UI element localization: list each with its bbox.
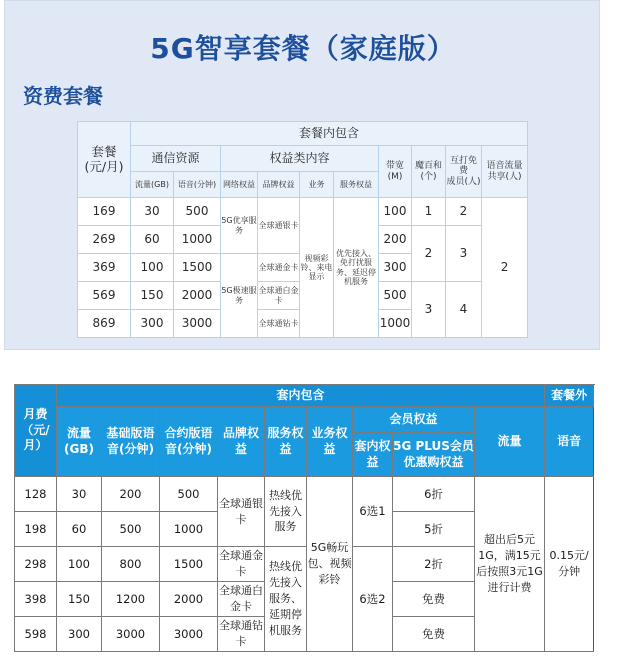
service-cell: 优先接入、免打扰服务、延迟停机服务 <box>334 198 379 338</box>
business-rights-cell: 5G畅玩包、视频彩铃 <box>307 477 353 652</box>
flow-cell: 100 <box>131 254 174 282</box>
brand-rights-3: 全球通白金卡 <box>218 582 265 617</box>
sub-out-voice-header: 语音 <box>545 407 594 477</box>
price-cell: 269 <box>78 226 131 254</box>
price-cell: 369 <box>78 254 131 282</box>
sub-service-header: 服务权益 <box>334 172 379 198</box>
share-cell: 2 <box>482 198 528 338</box>
fee-cell: 128 <box>15 477 57 512</box>
mobaihe-cell: 2 <box>412 226 446 282</box>
member-plus-cell: 免费 <box>393 617 475 652</box>
sub-business-header: 业务权益 <box>307 407 353 477</box>
voice-cell: 3000 <box>174 310 221 338</box>
members-cell: 3 <box>446 226 482 282</box>
col-mobaihe-header: 魔百和 (个) <box>412 146 446 198</box>
col-package-header: 套餐 (元/月) <box>78 122 131 198</box>
member-plus-cell: 免费 <box>393 582 475 617</box>
brand-rights-2: 全球通金卡 <box>258 254 300 282</box>
out-voice-cell: 0.15元/分钟 <box>545 477 594 652</box>
network-rights-b: 5G极速服务 <box>221 254 258 338</box>
col-fee-header: 月费（元/月） <box>15 385 57 477</box>
member-in-2: 6选2 <box>353 547 393 652</box>
flow-cell: 100 <box>57 547 102 582</box>
members-cell: 2 <box>446 198 482 226</box>
bandwidth-cell: 300 <box>379 254 412 282</box>
bandwidth-cell: 1000 <box>379 310 412 338</box>
price-cell: 169 <box>78 198 131 226</box>
brand-rights-1: 全球通银卡 <box>258 198 300 254</box>
member-plus-cell: 5折 <box>393 512 475 547</box>
network-rights-a: 5G优享服务 <box>221 198 258 254</box>
section-title: 资费套餐 <box>23 84 103 108</box>
basic-voice-cell: 1200 <box>102 582 160 617</box>
brand-rights-3: 全球通白金卡 <box>258 282 300 310</box>
out-flow-cell: 超出后5元1G，满15元后按照3元1G进行计费 <box>475 477 545 652</box>
tariff-table-bottom <box>14 384 594 652</box>
mobaihe-cell: 3 <box>412 282 446 338</box>
flow-cell: 30 <box>57 477 102 512</box>
brand-rights-4: 全球通钻卡 <box>258 310 300 338</box>
price-cell: 569 <box>78 282 131 310</box>
voice-cell: 1000 <box>174 226 221 254</box>
basic-voice-cell: 800 <box>102 547 160 582</box>
bandwidth-cell: 100 <box>379 198 412 226</box>
sub-flow-header: 流量(GB) <box>131 172 174 198</box>
sub-flow-header: 流量(GB) <box>57 407 102 477</box>
fee-cell: 398 <box>15 582 57 617</box>
flow-cell: 30 <box>131 198 174 226</box>
sub-business-header: 业务 <box>300 172 334 198</box>
sub-brand-header: 品牌权益 <box>258 172 300 198</box>
flow-cell: 60 <box>57 512 102 547</box>
business-cell: 视频彩铃、来电显示 <box>300 198 334 338</box>
col-share-header: 语音流量 共享(人) <box>482 146 528 198</box>
group-included-header: 套内包含 <box>57 385 545 407</box>
contract-voice-cell: 1500 <box>160 547 218 582</box>
bandwidth-cell: 500 <box>379 282 412 310</box>
sub-basic-voice-header: 基础版语音(分钟) <box>102 407 160 477</box>
fee-cell: 298 <box>15 547 57 582</box>
sub-brand-header: 品牌权益 <box>218 407 265 477</box>
mobaihe-cell: 1 <box>412 198 446 226</box>
basic-voice-cell: 200 <box>102 477 160 512</box>
col-bandwidth-header: 带宽 (M) <box>379 146 412 198</box>
member-in-1: 6选1 <box>353 477 393 547</box>
price-cell: 869 <box>78 310 131 338</box>
brand-rights-4: 全球通钻卡 <box>218 617 265 652</box>
voice-cell: 2000 <box>174 282 221 310</box>
table-row <box>15 477 594 512</box>
contract-voice-cell: 2000 <box>160 582 218 617</box>
service-rights-2: 热线优先接入服务、延期停机服务 <box>265 547 307 652</box>
table-row <box>78 198 528 226</box>
flow-cell: 60 <box>131 226 174 254</box>
group-comm-header: 通信资源 <box>131 146 221 172</box>
page-title: 5G智享套餐（家庭版） <box>150 32 456 65</box>
brand-rights-2: 全球通金卡 <box>218 547 265 582</box>
flow-cell: 150 <box>131 282 174 310</box>
sub-contract-voice-header: 合约版语音(分钟) <box>160 407 218 477</box>
group-rights-header: 权益类内容 <box>221 146 379 172</box>
members-cell: 4 <box>446 282 482 338</box>
voice-cell: 500 <box>174 198 221 226</box>
voice-cell: 1500 <box>174 254 221 282</box>
member-plus-cell: 6折 <box>393 477 475 512</box>
tariff-table-family <box>77 121 528 338</box>
sub-voice-header: 语音(分钟) <box>174 172 221 198</box>
brand-rights-1: 全球通银卡 <box>218 477 265 547</box>
col-members-header: 互打免费 成员(人) <box>446 146 482 198</box>
sub-member-plus-header: 5G PLUS会员优惠购权益 <box>393 433 475 477</box>
sub-service-header: 服务权益 <box>265 407 307 477</box>
sub-out-flow-header: 流量 <box>475 407 545 477</box>
fee-cell: 198 <box>15 512 57 547</box>
flow-cell: 300 <box>57 617 102 652</box>
flow-cell: 150 <box>57 582 102 617</box>
sub-member-in-header: 套内权益 <box>353 433 393 477</box>
flow-cell: 300 <box>131 310 174 338</box>
bandwidth-cell: 200 <box>379 226 412 254</box>
group-outside-header: 套餐外 <box>545 385 594 407</box>
sub-network-header: 网络权益 <box>221 172 258 198</box>
sub-member-header: 会员权益 <box>353 407 475 433</box>
basic-voice-cell: 500 <box>102 512 160 547</box>
contract-voice-cell: 500 <box>160 477 218 512</box>
basic-voice-cell: 3000 <box>102 617 160 652</box>
group-included-header: 套餐内包含 <box>131 122 528 146</box>
fee-cell: 598 <box>15 617 57 652</box>
contract-voice-cell: 3000 <box>160 617 218 652</box>
member-plus-cell: 2折 <box>393 547 475 582</box>
contract-voice-cell: 1000 <box>160 512 218 547</box>
service-rights-1: 热线优先接入服务 <box>265 477 307 547</box>
